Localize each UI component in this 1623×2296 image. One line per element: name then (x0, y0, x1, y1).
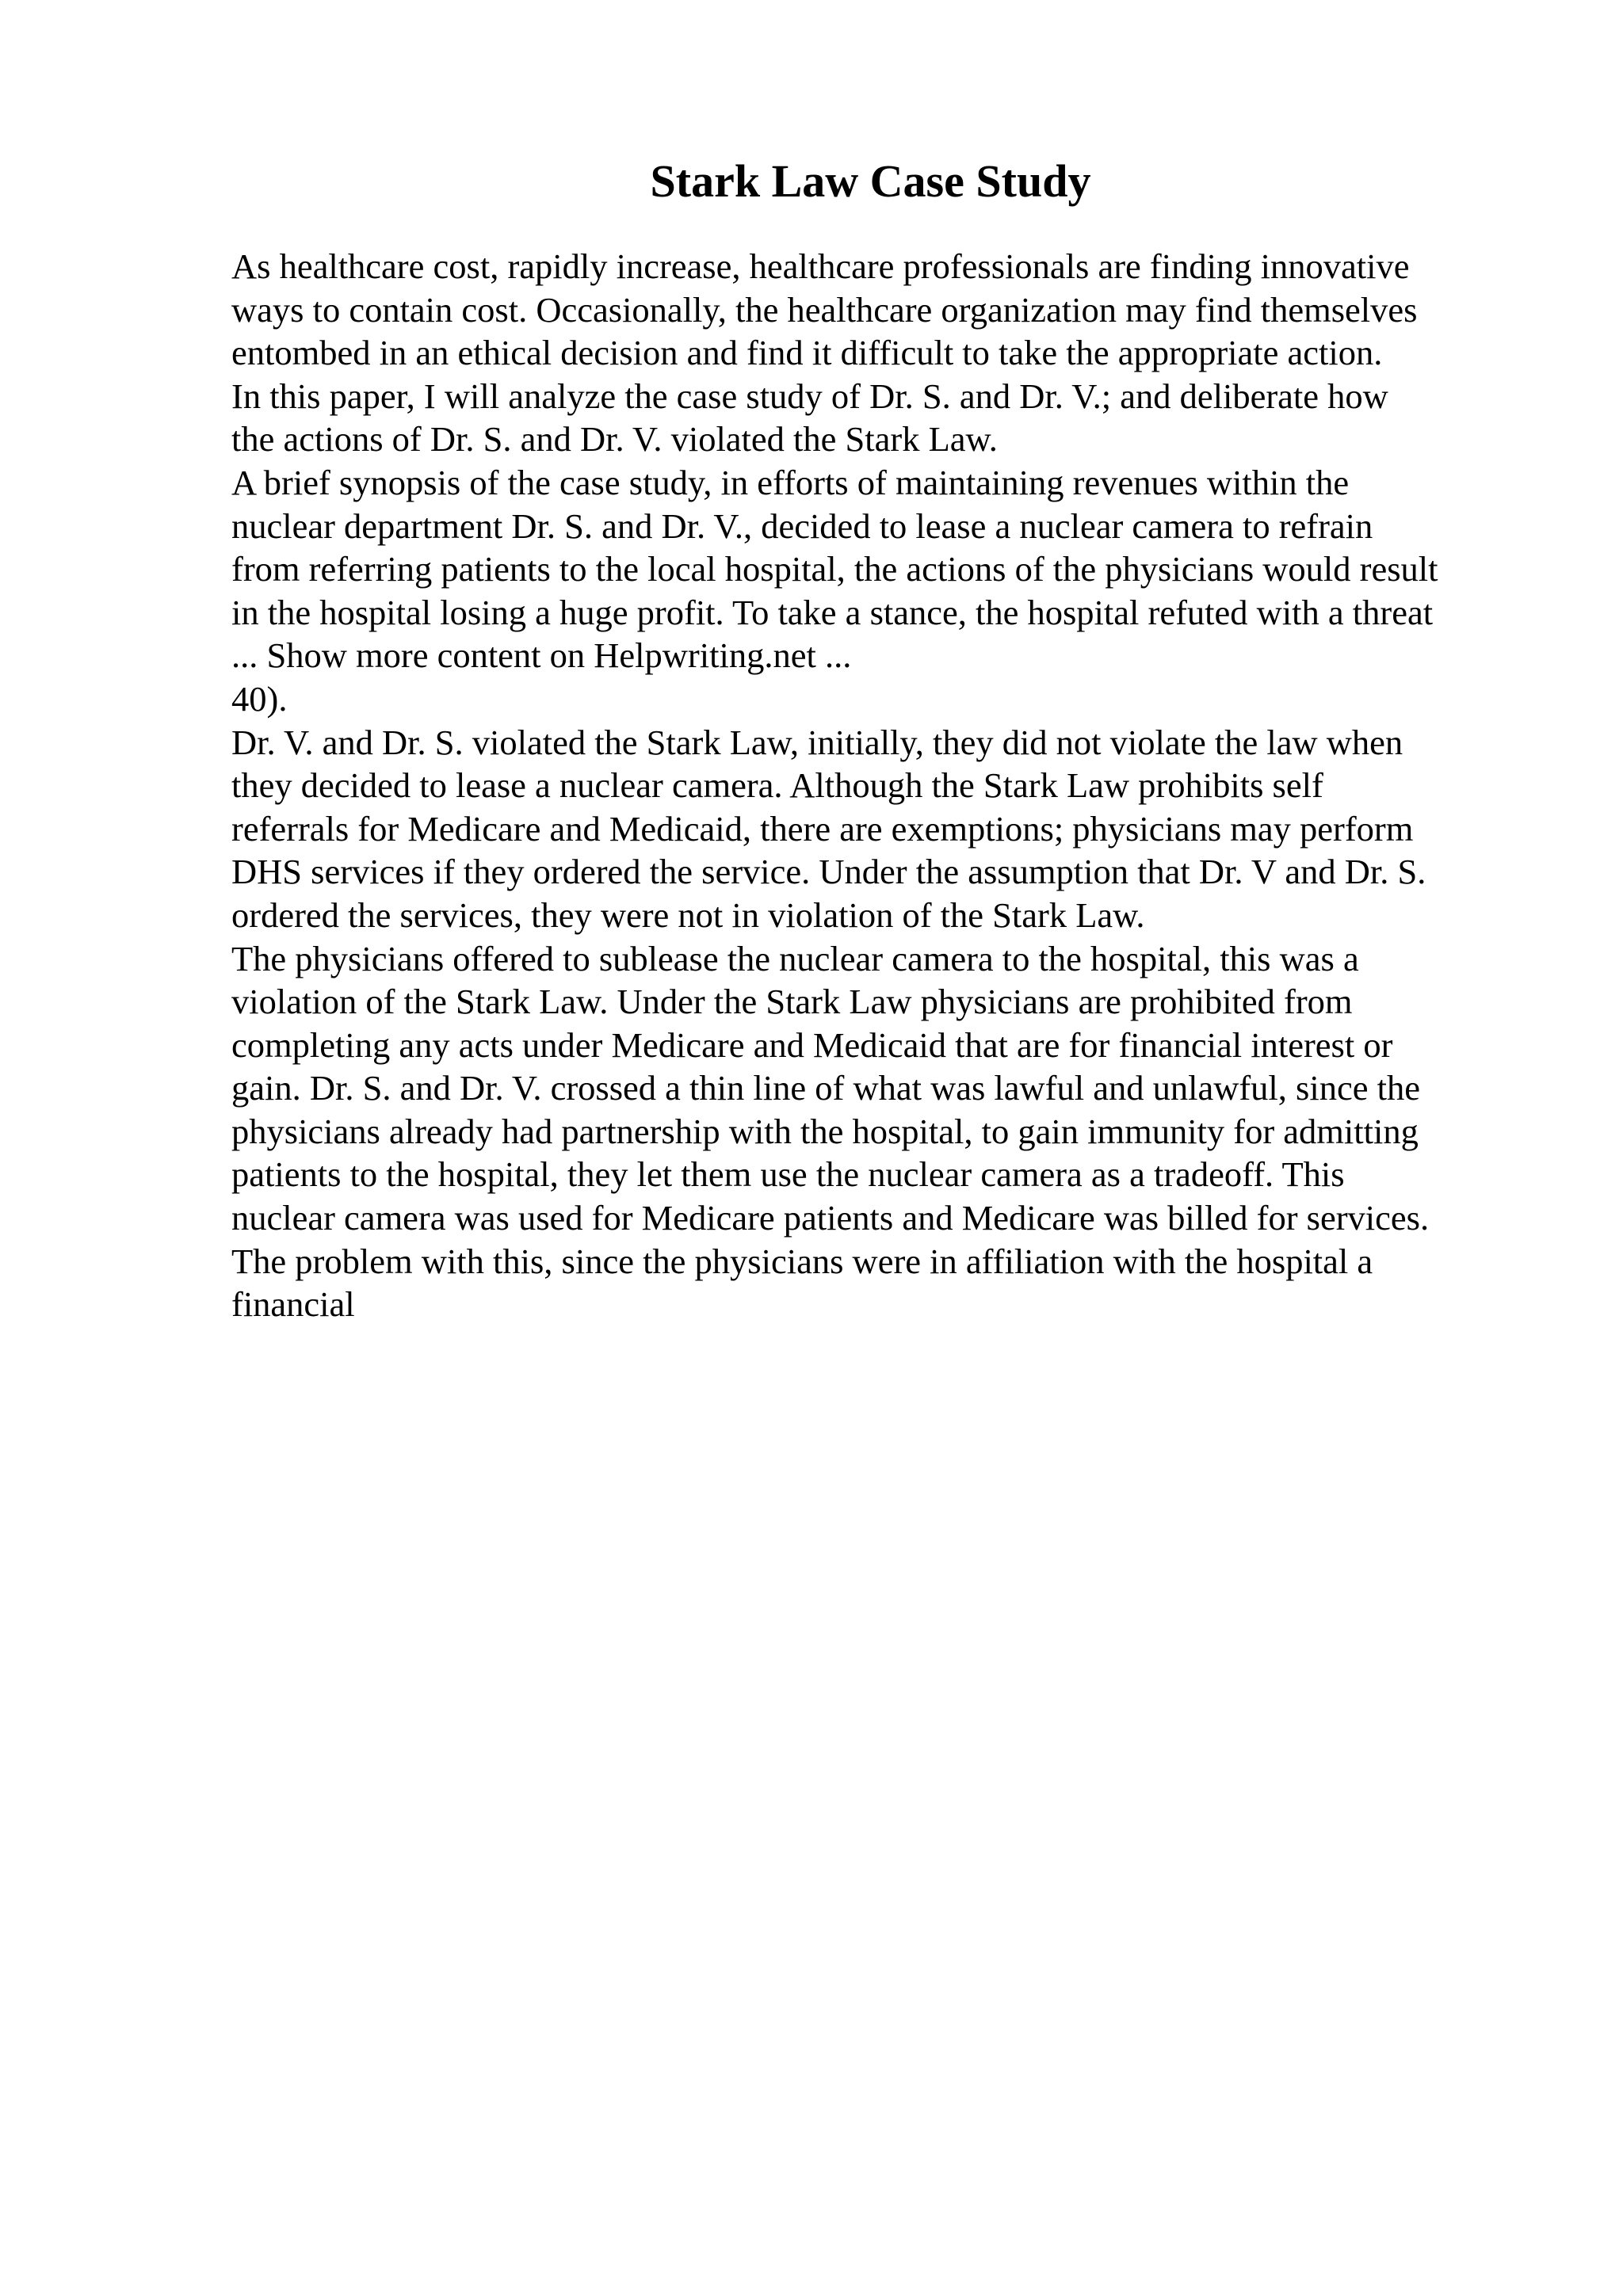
text-line: financial (231, 1284, 355, 1325)
text-line: referrals for Medicare and Medicaid, there are exemptions; physicians may perform (231, 808, 1414, 849)
text-line: 40). (231, 678, 288, 719)
text-line: gain. Dr. S. and Dr. V. crossed a thin line of what was lawful and unlawful, since the (231, 1068, 1420, 1108)
document-body (231, 245, 1594, 1326)
text-line: As healthcare cost, rapidly increase, healthcare professionals are finding innovative (231, 246, 1410, 286)
text-line: nuclear camera was used for Medicare patients and Medicare was billed for services. (231, 1198, 1430, 1238)
document-title: Stark Law Case Study (650, 155, 1091, 207)
text-line: violation of the Stark Law. Under the Stark Law physicians are prohibited from (231, 982, 1353, 1022)
text-line: A brief synopsis of the case study, in efforts of maintaining revenues within the (231, 462, 1350, 502)
text-line: from referring patients to the local hospital, the actions of the physicians would result (231, 549, 1438, 589)
text-line: patients to the hospital, they let them use the nuclear camera as a tradeoff. This (231, 1154, 1345, 1195)
text-line: entombed in an ethical decision and find it difficult to take the appropriate action. (231, 333, 1383, 373)
text-line: The physicians offered to sublease the nuclear camera to the hospital, this was a (231, 938, 1359, 978)
text-line: the actions of Dr. S. and Dr. V. violated the Stark Law. (231, 419, 998, 460)
text-line: they decided to lease a nuclear camera. Although the Stark Law prohibits self (231, 765, 1323, 806)
text-line: In this paper, I will analyze the case study of Dr. S. and Dr. V.; and deliberate how (231, 376, 1388, 416)
text-line: ways to contain cost. Occasionally, the healthcare organization may find themselves (231, 289, 1418, 330)
text-line: completing any acts under Medicare and Medicaid that are for financial interest or (231, 1024, 1393, 1065)
text-line: DHS services if they ordered the service. Under the assumption that Dr. V and Dr. S. (231, 852, 1426, 892)
text-line: in the hospital losing a huge profit. To take a stance, the hospital refuted with a threat (231, 592, 1434, 632)
text-line: The problem with this, since the physicians were in affiliation with the hospital a (231, 1241, 1373, 1281)
text-line: physicians already had partnership with the hospital, to gain immunity for admitting (231, 1111, 1419, 1151)
text-line: nuclear department Dr. S. and Dr. V., decided to lease a nuclear camera to refrain (231, 505, 1373, 546)
text-line: ordered the services, they were not in violation of the Stark Law. (231, 894, 1145, 935)
text-line: ... Show more content on Helpwriting.net ... (231, 635, 852, 676)
text-line: Dr. V. and Dr. S. violated the Stark Law, initially, they did not violate the law when (231, 722, 1403, 762)
